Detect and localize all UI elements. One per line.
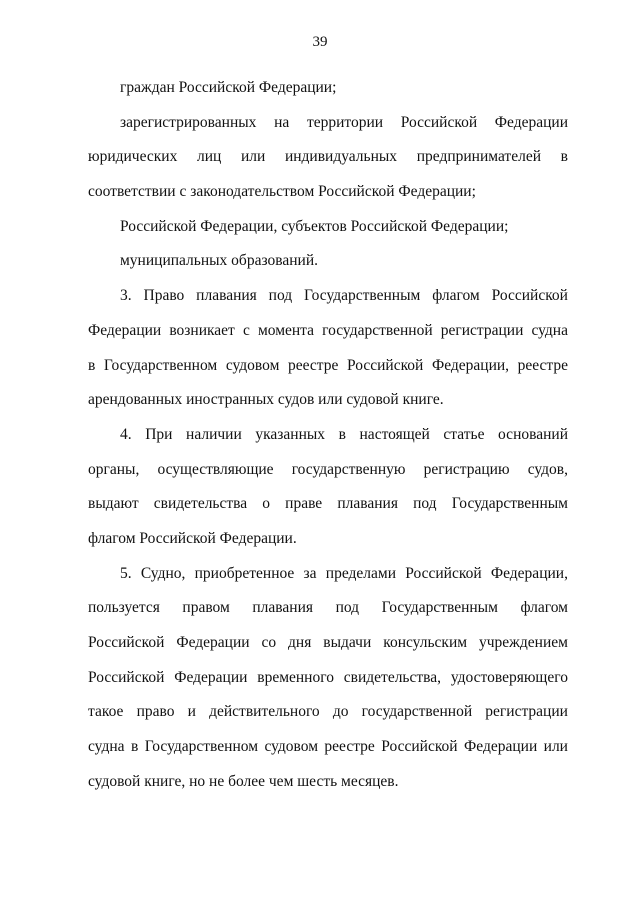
word: пользуется [88,599,160,617]
word: и [187,703,196,721]
word: судовом [264,738,318,756]
text-line [88,494,568,529]
word: за [303,564,317,582]
word: Государственном [144,738,259,756]
text-line [88,737,568,772]
word: Федерации [176,634,250,651]
word: Российской [88,634,165,651]
text-line [88,113,568,148]
word: Российской [405,564,482,582]
word: в [130,738,139,756]
text-line: соответствии с законодательством Российской Федерации; [88,183,476,201]
word: удостоверяющего [450,668,568,686]
word: действительного [209,703,320,721]
word: Российской [491,287,568,305]
word: 3. [120,287,132,305]
word: Федерации [494,113,568,131]
word: предпринимателей [416,148,541,166]
word: момента [257,321,315,339]
word: наличии [186,425,242,443]
word: осуществляющие [157,460,274,478]
word: о [262,495,271,513]
text-line [88,564,568,599]
word: Судно, [140,564,186,582]
word: дня [288,634,312,651]
word: Федерации, [490,564,568,582]
word: Государственным [451,495,568,513]
word: реестре [288,356,339,374]
word: свидетельства, [343,668,442,686]
text-line [88,598,568,633]
word: приобретенное [194,564,295,582]
word: Российской [400,113,478,131]
text-line [88,460,568,495]
word: Федерации, [431,356,510,374]
word: оснований [498,425,568,443]
word: флагом [520,599,568,617]
text-line: Российской Федерации, субъектов Российской Федерации; [120,217,509,235]
word: Федерации [464,738,538,756]
word: такое [88,703,124,721]
text-line: муниципальных образований. [120,252,318,270]
word: под [268,287,293,305]
text-line [88,147,568,182]
word: плавания [337,495,398,513]
word: территории [306,113,384,131]
word: Российской [346,356,424,374]
word: на [274,113,290,131]
word: статье [443,425,485,443]
text-line [88,356,568,391]
word: Государственным [381,599,498,617]
word: судна [88,738,125,756]
word: судовом [225,356,280,374]
word: регистрации [440,321,524,339]
word: праве [285,495,323,513]
word: лиц [196,148,222,166]
word: в [560,148,568,166]
word: консульским [383,634,468,651]
text-line: граждан Российской Федерации; [120,79,337,96]
text-line [88,633,568,668]
word: флагом [432,287,480,305]
page-number: 39 [312,34,328,50]
word: плавания [196,287,257,305]
text-line [88,321,568,356]
word: Федерации [174,668,248,686]
word: государственной [322,321,433,339]
word: или [543,738,568,756]
text-line [88,286,568,321]
word: судов, [527,460,568,478]
word: судна [531,321,568,339]
word: органы, [88,460,140,478]
word: государственную [291,460,406,478]
word: 4. [120,425,132,443]
word: регистрацию [423,460,510,478]
word: 5. [120,564,132,582]
word: зарегистрированных [120,113,257,131]
word: реестре [324,738,375,756]
word: настоящей [359,425,430,443]
word: до [332,703,349,721]
text-line [88,702,568,737]
word: При [145,425,173,443]
word: Право [143,287,185,305]
text-line: арендованных иностранных судов или судовой книге. [88,391,444,409]
word: Российской [88,668,165,686]
word: временного [257,668,334,686]
word: учреждением [479,634,568,651]
word: свидетельства [153,495,248,513]
word: выдачи [323,634,372,651]
word: указанных [255,425,326,443]
word: или [240,148,266,166]
word: выдают [88,495,139,513]
word: со [261,634,277,651]
body-text [88,78,568,806]
text-line [88,425,568,460]
word: правом [182,599,230,617]
word: возникает [169,321,235,339]
word: Государственном [103,356,218,374]
word: индивидуальных [284,148,398,166]
word: Федерации [88,321,162,339]
text-line: флагом Российской Федерации. [88,529,297,547]
word: право [136,703,175,721]
word: плавания [252,599,313,617]
word: Государственным [304,287,421,305]
word: в [338,425,346,443]
word: в [88,356,96,374]
word: реестре [517,356,568,374]
word: Российской [381,738,458,756]
text-line: судовой книге, но не более чем шесть месяцев. [88,772,399,790]
word: государственной [361,703,473,721]
word: под [335,599,360,617]
word: с [242,321,250,339]
word: регистрации [485,703,568,721]
text-line [88,668,568,703]
word: юридических [88,148,178,166]
word: под [413,495,437,513]
word: пределами [325,564,397,582]
